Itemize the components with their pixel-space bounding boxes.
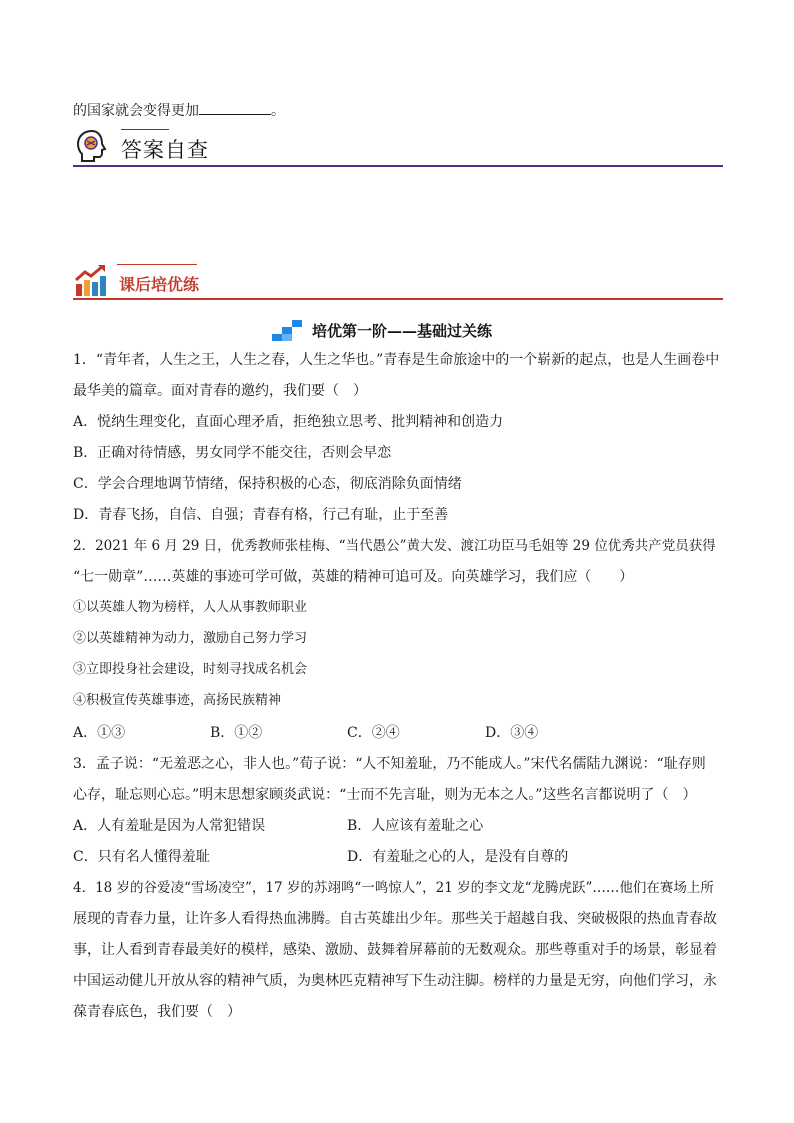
q2-statement-2: ②以英雄精神为动力，激励自己努力学习 xyxy=(73,631,308,646)
q1-stem-line1: 1．“青年者，人生之王，人生之春，人生之华也。”青春是生命旅途中的一个崭新的起点，也是人生画卷中 xyxy=(73,352,720,368)
q2-stem-line1: 2．2021 年 6 月 29 日，优秀教师张桂梅、“当代愚公”黄大发、渡江功臣马毛姐等 29 位优秀共产党员获得 xyxy=(73,538,716,554)
q3-option-b[interactable]: B．人应该有羞耻之心 xyxy=(347,818,484,834)
thinking-head-icon xyxy=(75,128,109,164)
q2-option-a[interactable]: A．①③ xyxy=(73,725,126,741)
q2-statement-1: ①以英雄人物为榜样，人人从事教师职业 xyxy=(73,600,308,615)
intro-text: 的国家就会变得更加 xyxy=(73,103,199,119)
q4-stem-line5: 葆青春底色，我们要（ ） xyxy=(73,1004,241,1020)
q2-option-b[interactable]: B．①② xyxy=(210,725,263,741)
q3-stem-line2: 心存，耻忘则心忘。”明末思想家顾炎武说：“士而不先言耻，则为无本之人。”这些名言都说明了（ ） xyxy=(73,787,697,803)
q3-option-d[interactable]: D．有羞耻之心的人，是没有自尊的 xyxy=(347,849,569,865)
q4-stem-line4: 中国运动健儿开放从容的精神气质，为奥林匹克精神写下生动注脚。榜样的力量是无穷，向他们学习，永 xyxy=(73,973,717,989)
q3-option-c[interactable]: C．只有名人懂得羞耻 xyxy=(73,849,210,865)
practice-header-rule xyxy=(73,298,723,300)
q4-stem-line3: 事，让人看到青春最美好的模样，感染、激励、鼓舞着屏幕前的无数观众。那些尊重对手的场景，彰显着 xyxy=(73,942,717,958)
answer-check-header xyxy=(73,124,723,168)
intro-line xyxy=(73,100,285,121)
intro-end: 。 xyxy=(271,103,285,119)
q3-option-a[interactable]: A．人有羞耻是因为人常犯错误 xyxy=(73,818,266,834)
q4-stem-line2: 展现的青春力量，让许多人看得热血沸腾。自古英雄出少年。那些关于超越自我、突破极限的热血青春故 xyxy=(73,911,717,927)
q1-option-d[interactable]: D．青春飞扬，自信、自强；青春有格，行己有耻，止于至善 xyxy=(73,507,449,523)
q1-option-b[interactable]: B．正确对待情感，男女同学不能交往，否则会早恋 xyxy=(73,445,392,461)
q1-stem-line2: 最华美的篇章。面对青春的邀约，我们要（ ） xyxy=(73,383,367,399)
answer-header-topline xyxy=(121,129,169,130)
subheading-title: 培优第一阶——基础过关练 xyxy=(312,322,493,340)
q2-stem-line2: “七一勋章”……英雄的事迹可学可做，英雄的精神可追可及。向英雄学习，我们应（ ） xyxy=(73,569,634,585)
practice-header-topline xyxy=(117,264,197,265)
q4-stem-line1: 4．18 岁的谷爱凌“雪场凌空”，17 岁的苏翊鸣“一鸣惊人”，21 岁的李文龙“龙腾虎跃”……他们在赛场上所 xyxy=(73,880,714,896)
answer-check-title: 答案自查 xyxy=(121,138,209,162)
q2-statement-4: ④积极宣传英雄事迹，高扬民族精神 xyxy=(73,693,282,708)
practice-title: 课后培优练 xyxy=(119,275,200,294)
growth-chart-icon xyxy=(73,262,109,298)
answer-header-rule xyxy=(73,165,723,167)
q2-option-c[interactable]: C．②④ xyxy=(347,725,400,741)
practice-header xyxy=(73,260,723,302)
q1-option-c[interactable]: C．学会合理地调节情绪，保持积极的心态，彻底消除负面情绪 xyxy=(73,476,462,492)
q2-statement-3: ③立即投身社会建设，时刻寻找成名机会 xyxy=(73,662,308,677)
stairs-icon xyxy=(270,318,306,342)
q3-stem-line1: 3．孟子说：“无羞恶之心，非人也。”荀子说：“人不知羞耻，乃不能成人。”宋代名儒陆九渊说：“耻存则 xyxy=(73,756,706,772)
fill-blank[interactable] xyxy=(199,100,271,115)
q2-option-d[interactable]: D．③④ xyxy=(485,725,539,741)
q1-option-a[interactable]: A．悦纳生理变化，直面心理矛盾，拒绝独立思考、批判精神和创造力 xyxy=(73,414,504,430)
